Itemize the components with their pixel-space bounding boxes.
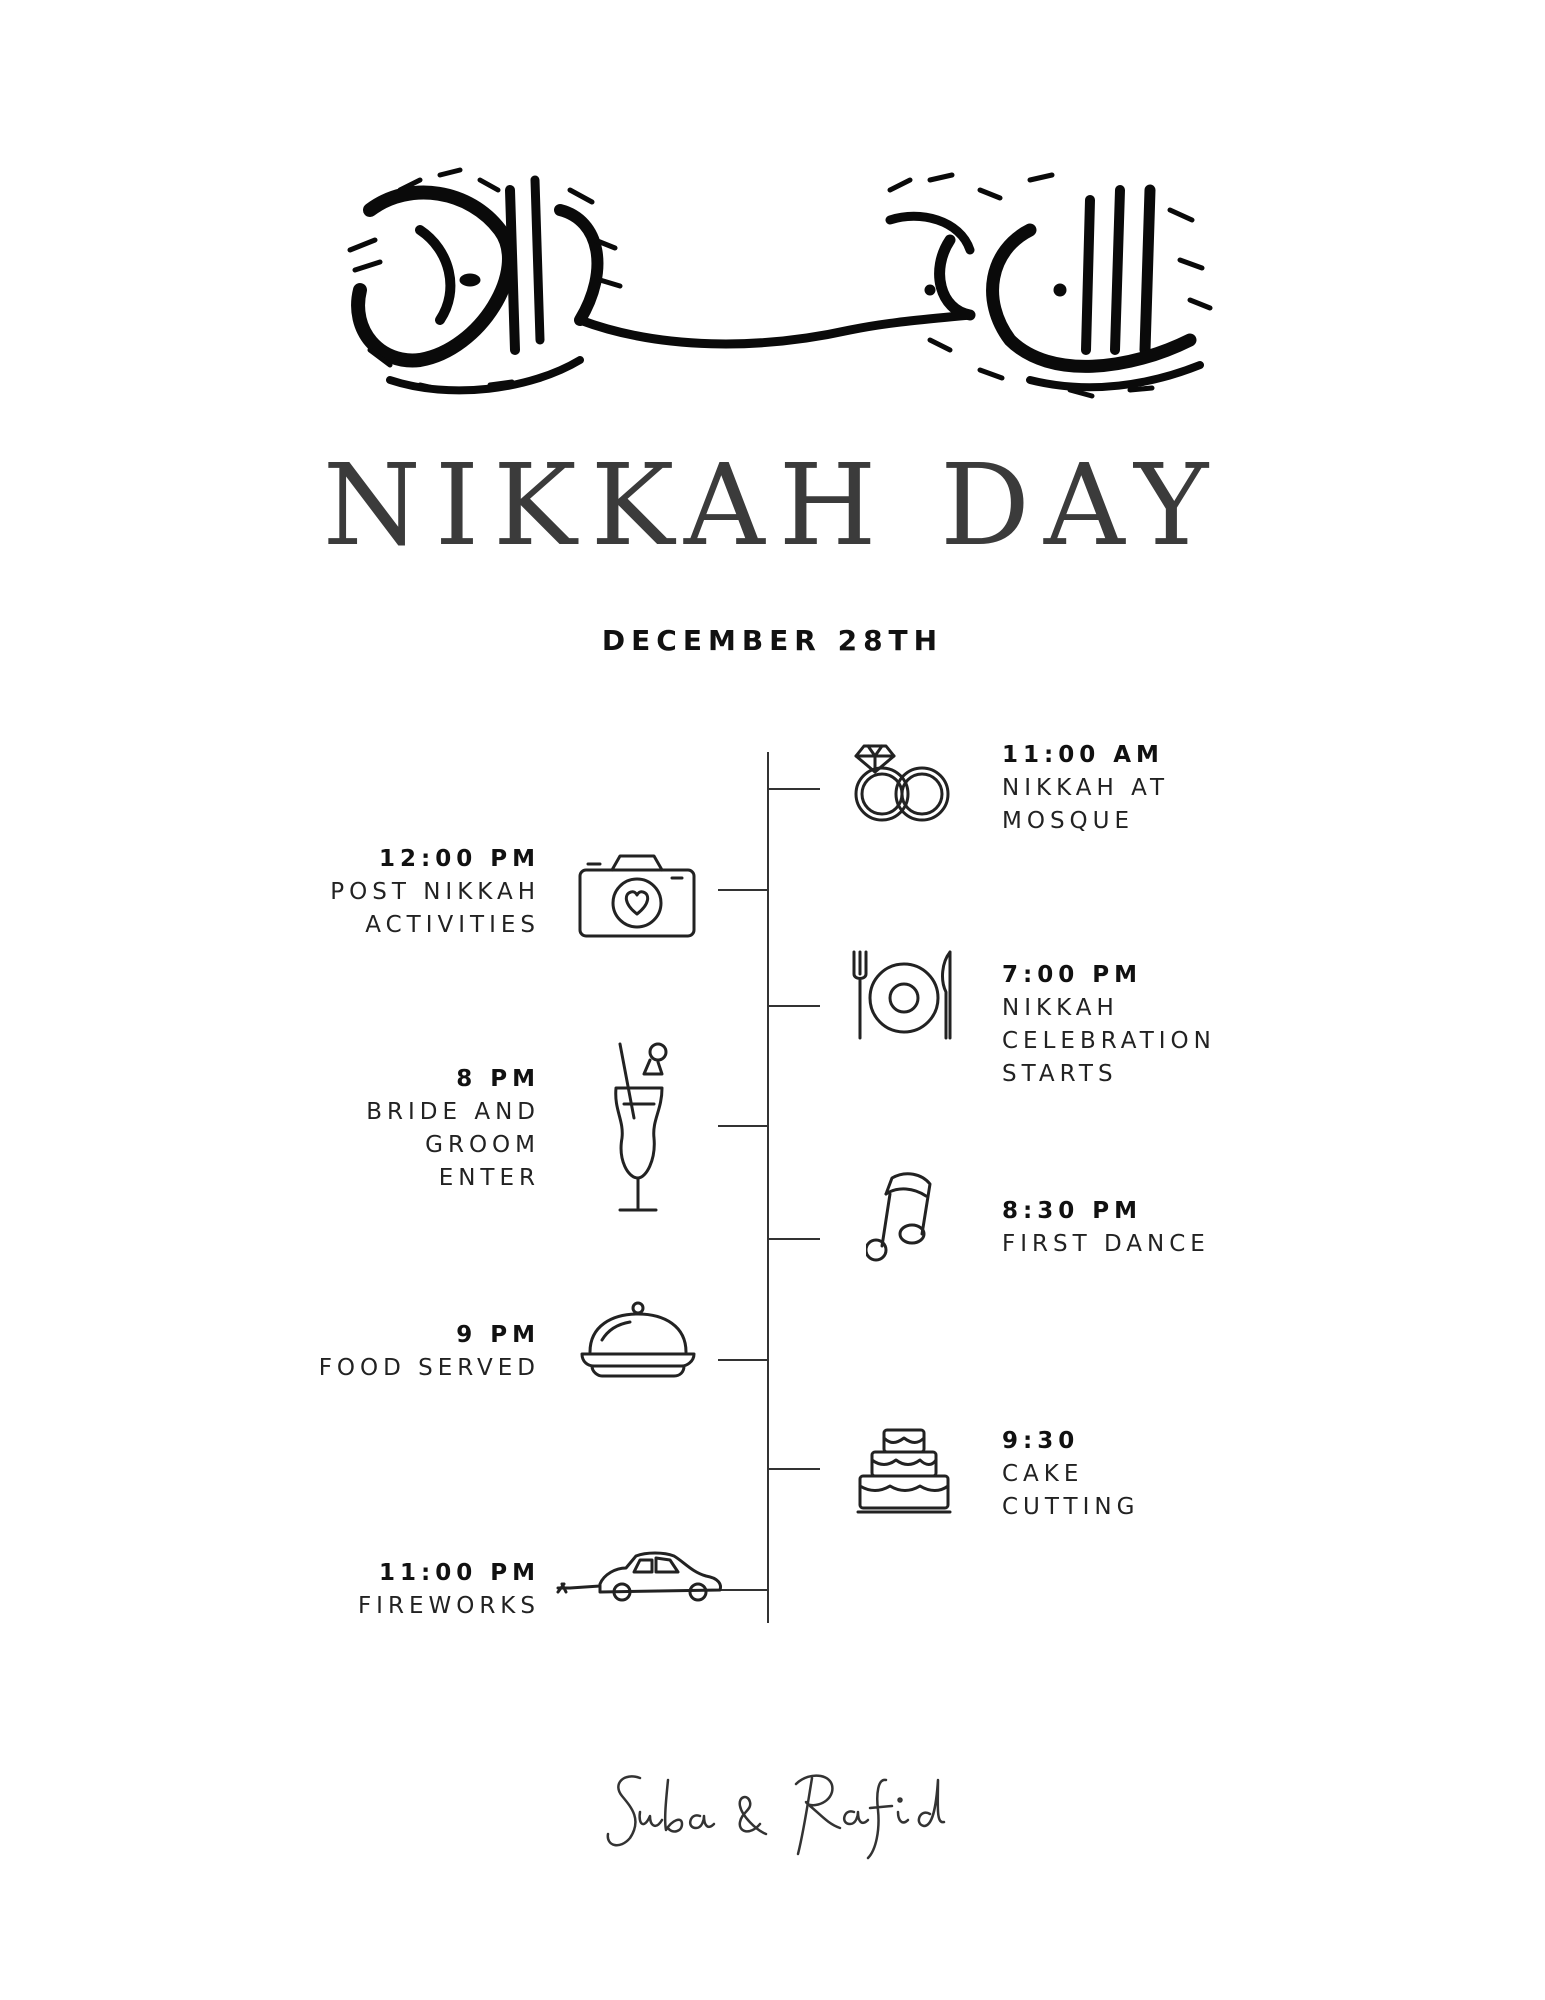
signature [600, 1750, 960, 1870]
event-description-line: POST NIKKAH [330, 879, 540, 905]
cloche-platter-icon [578, 1300, 698, 1378]
event-description-line: FIRST DANCE [1002, 1231, 1210, 1257]
event-time: 9:30 [1002, 1428, 1080, 1454]
event-time: 11:00 AM [1002, 742, 1164, 768]
event-description-line: ACTIVITIES [365, 912, 540, 938]
event-time: 11:00 PM [379, 1560, 540, 1586]
camera-heart-icon [576, 852, 698, 940]
music-note-icon [866, 1168, 938, 1264]
event-time: 9 PM [456, 1322, 540, 1348]
event-time: 8 PM [456, 1066, 540, 1092]
event-time: 12:00 PM [379, 846, 540, 872]
event-description-line: FIREWORKS [357, 1593, 540, 1619]
plate-cutlery-icon [846, 948, 962, 1044]
event-description-line: FOOD SERVED [318, 1355, 540, 1381]
event-time: 8:30 PM [1002, 1198, 1142, 1224]
event-description-line: CAKE [1002, 1461, 1084, 1487]
event-description-line: NIKKAH AT [1002, 775, 1170, 801]
cocktail-glass-icon [600, 1040, 676, 1216]
page-title: NIKKAH DAY [322, 441, 1223, 571]
wedding-car-icon [556, 1548, 724, 1602]
event-description-line: NIKKAH [1002, 995, 1119, 1021]
event-description-line: CUTTING [1002, 1494, 1140, 1520]
event-time: 7:00 PM [1002, 962, 1142, 988]
event-description-line: MOSQUE [1002, 808, 1135, 834]
wedding-rings-icon [846, 736, 962, 824]
event-date: DECEMBER 28TH [601, 624, 944, 657]
event-description-line: BRIDE AND [366, 1099, 540, 1125]
event-description-line: ENTER [438, 1165, 540, 1191]
event-description-line: STARTS [1002, 1061, 1118, 1087]
wedding-cake-icon [856, 1422, 952, 1518]
event-description-line: CELEBRATION [1002, 1028, 1216, 1054]
event-description-line: GROOM [425, 1132, 540, 1158]
